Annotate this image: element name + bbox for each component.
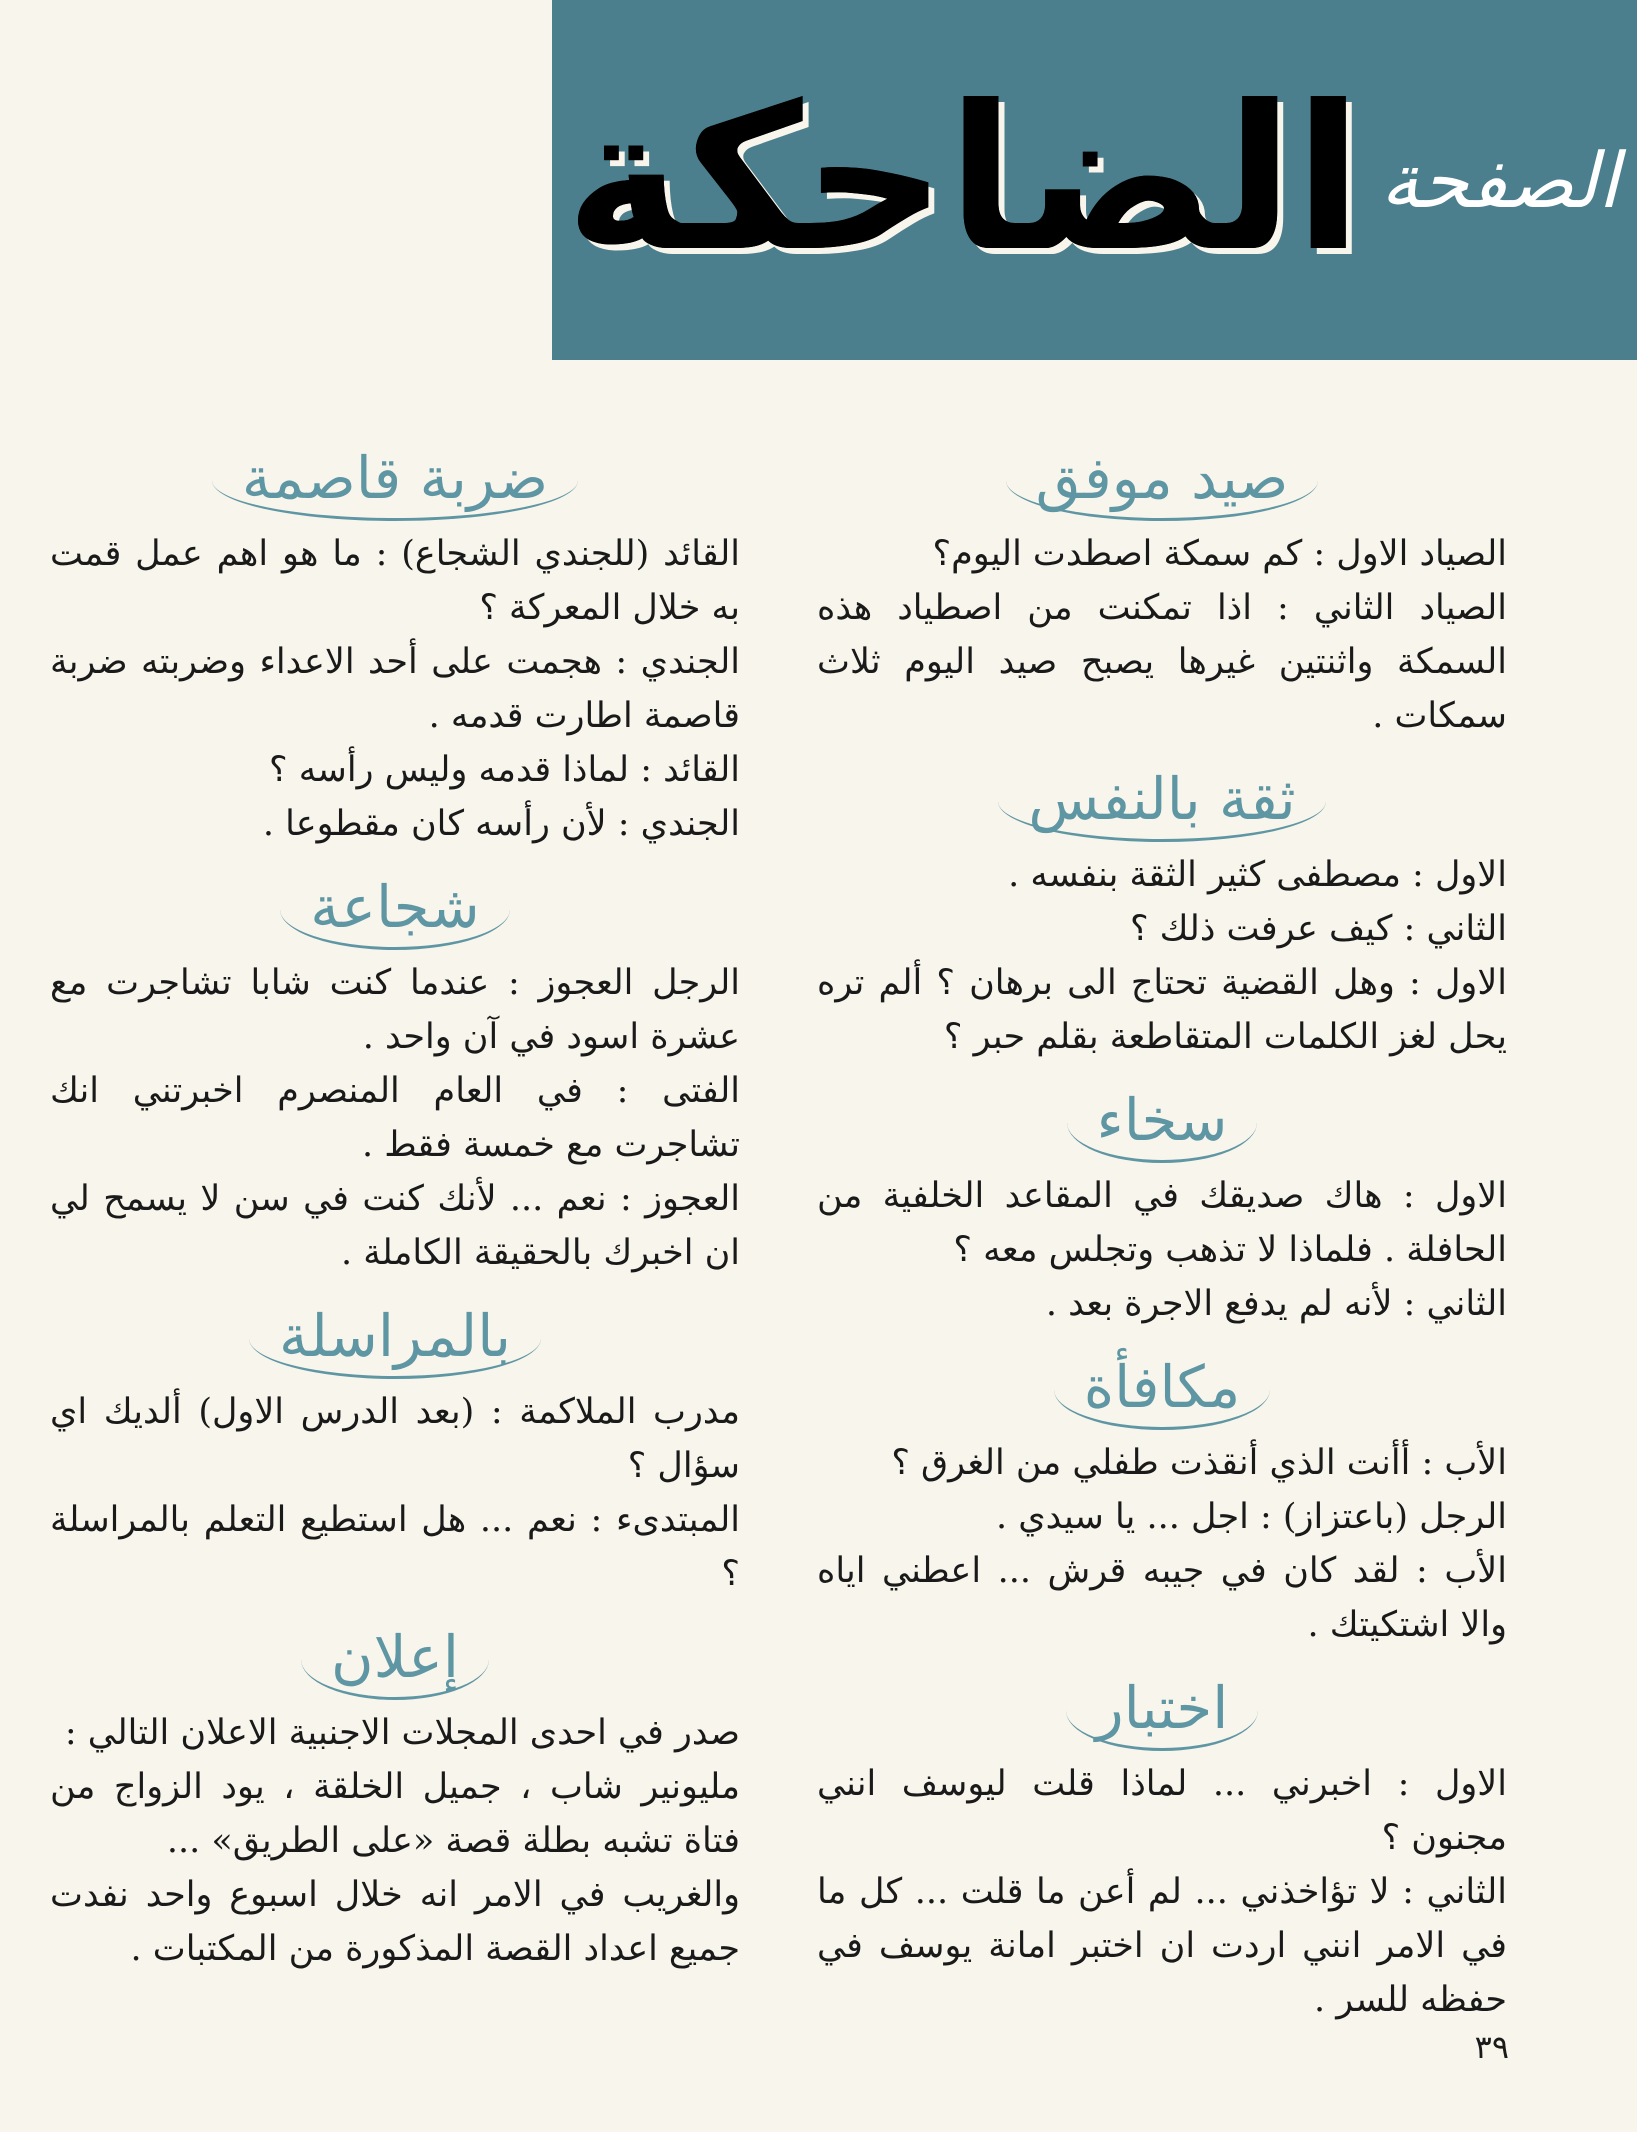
header-banner — [552, 0, 1637, 360]
section-heading: اختبار — [817, 1670, 1507, 1751]
joke-line: الرجل العجوز : عندما كنت شابا تشاجرت مع عشرة اسود في آن واحد . — [50, 963, 740, 1057]
joke-section — [50, 1298, 740, 1601]
joke-line: والغريب في الامر انه خلال اسبوع واحد نفدت جميع اعداد القصة المذكورة من المكتبات . — [50, 1875, 740, 1969]
joke-section — [817, 761, 1507, 1064]
section-heading: إعلان — [50, 1619, 740, 1700]
right-column — [817, 440, 1507, 2045]
joke-line: الاول : وهل القضية تحتاج الى برهان ؟ ألم تره يحل لغز الكلمات المتقاطعة بقلم حبر ؟ — [817, 963, 1507, 1057]
section-heading: شجاعة — [50, 869, 740, 950]
page-number: ٣٩ — [1474, 2028, 1509, 2066]
joke-line: صدر في احدى المجلات الاجنبية الاعلان التالي : — [64, 1713, 740, 1753]
joke-line: الجندي : هجمت على أحد الاعداء وضربته ضربة قاصمة اطارت قدمه . — [50, 642, 740, 736]
joke-line: الفتى : في العام المنصرم اخبرتني انك تشاجرت مع خمسة فقط . — [50, 1071, 740, 1165]
section-heading: بالمراسلة — [50, 1298, 740, 1379]
section-heading: ثقة بالنفس — [817, 761, 1507, 842]
joke-line: الصياد الاول : كم سمكة اصطدت اليوم؟ — [932, 534, 1507, 574]
joke-line: الأب : أأنت الذي أنقذت طفلي من الغرق ؟ — [891, 1443, 1507, 1483]
joke-section — [817, 1349, 1507, 1652]
joke-line: القائد (للجندي الشجاع) : ما هو اهم عمل قمت به خلال المعركة ؟ — [50, 534, 740, 628]
joke-section — [50, 1619, 740, 1976]
title-big: الضاحكة — [565, 63, 1363, 296]
joke-line: الرجل (باعتزاز) : اجل ... يا سيدي . — [995, 1497, 1507, 1537]
joke-section — [817, 1082, 1507, 1331]
joke-line: القائد : لماذا قدمه وليس رأسه ؟ — [269, 750, 740, 790]
joke-line: الأب : لقد كان في جيبه قرش ... اعطني اياه والا اشتكيتك . — [817, 1551, 1507, 1645]
joke-line: المبتدىء : نعم ... هل استطيع التعلم بالمراسلة ؟ — [50, 1500, 740, 1594]
joke-line: الاول : اخبرني ... لماذا قلت ليوسف انني مجنون ؟ — [817, 1764, 1507, 1858]
joke-line: مليونير شاب ، جميل الخلقة ، يود الزواج من فتاة تشبه بطلة قصة «على الطريق» ... — [50, 1767, 740, 1861]
joke-line: الثاني : كيف عرفت ذلك ؟ — [1129, 909, 1507, 949]
joke-line: الاول : هاك صديقك في المقاعد الخلفية من الحافلة . فلماذا لا تذهب وتجلس معه ؟ — [817, 1176, 1507, 1270]
left-column — [50, 440, 740, 1994]
joke-line: الثاني : لأنه لم يدفع الاجرة بعد . — [1045, 1284, 1507, 1324]
joke-line: الصياد الثاني : اذا تمكنت من اصطياد هذه السمكة واثنتين غيرها يصبح صيد اليوم ثلاث سمكات . — [817, 588, 1507, 736]
joke-section — [50, 869, 740, 1280]
joke-line: الثاني : لا تؤاخذني ... لم أعن ما قلت ... كل ما في الامر انني اردت ان اختبر امانة يوسف في حفظه للسر . — [817, 1872, 1507, 2020]
joke-section — [817, 1670, 1507, 2027]
joke-section — [817, 440, 1507, 743]
joke-line: مدرب الملاكمة : (بعد الدرس الاول) ألديك اي سؤال ؟ — [50, 1392, 740, 1486]
title-small: الصفحة — [1380, 135, 1619, 225]
section-heading: سخاء — [817, 1082, 1507, 1163]
section-heading: صيد موفق — [817, 440, 1507, 521]
section-heading: ضربة قاصمة — [50, 440, 740, 521]
section-heading: مكافأة — [817, 1349, 1507, 1430]
joke-line: العجوز : نعم ... لأنك كنت في سن لا يسمح لي ان اخبرك بالحقيقة الكاملة . — [50, 1179, 740, 1273]
joke-line: الاول : مصطفى كثير الثقة بنفسه . — [1008, 855, 1507, 895]
page-title — [567, 40, 1617, 320]
joke-section — [50, 440, 740, 851]
joke-line: الجندي : لأن رأسه كان مقطوعا . — [262, 804, 740, 844]
